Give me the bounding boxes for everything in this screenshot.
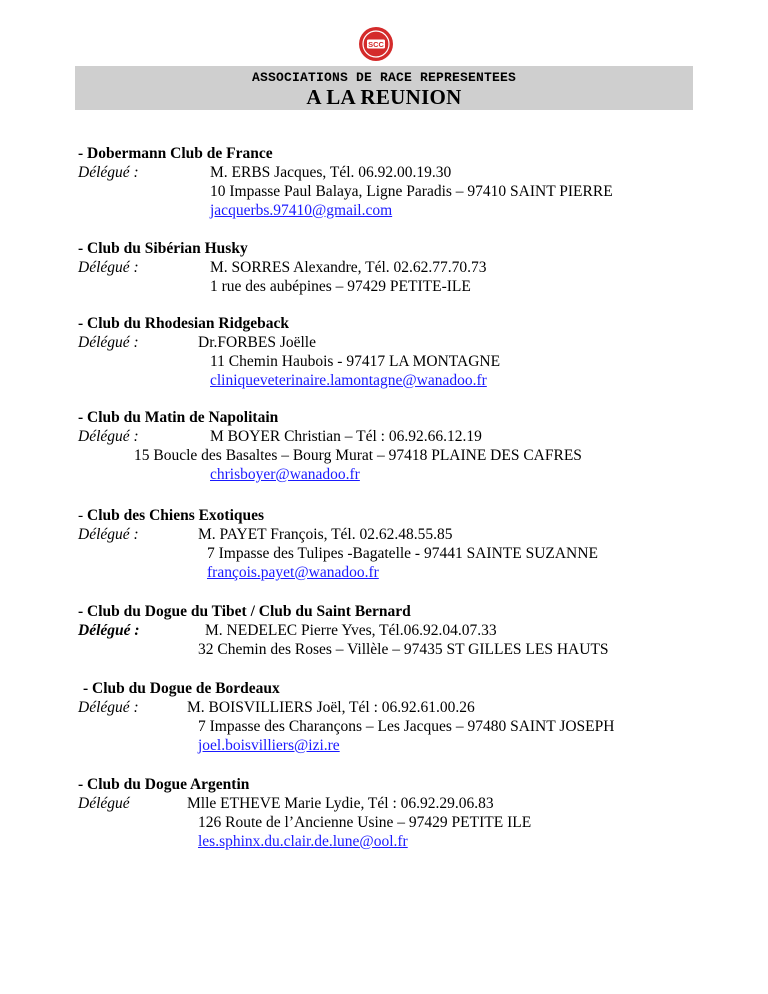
- delegate-name: M BOYER Christian – Tél : 06.92.66.12.19: [210, 428, 482, 445]
- delegate-email-link[interactable]: jacquerbs.97410@gmail.com: [210, 202, 393, 219]
- delegate-email-link[interactable]: françois.payet@wanadoo.fr: [207, 564, 379, 581]
- delegate-name: M. SORRES Alexandre, Tél. 02.62.77.70.73: [210, 259, 487, 276]
- delegate-email-link[interactable]: chrisboyer@wanadoo.fr: [210, 466, 360, 483]
- delegate-label: Délégué :: [78, 164, 139, 181]
- delegate-name: M. PAYET François, Tél. 02.62.48.55.85: [198, 526, 453, 543]
- delegate-address: 1 rue des aubépines – 97429 PETITE-ILE: [210, 278, 471, 295]
- delegate-address: 15 Boucle des Basaltes – Bourg Murat – 97418 PLAINE DES CAFRES: [134, 447, 582, 464]
- delegate-address: 32 Chemin des Roses – Villèle – 97435 ST GILLES LES HAUTS: [198, 641, 609, 658]
- page-title: A LA REUNION: [306, 85, 462, 109]
- delegate-address: 10 Impasse Paul Balaya, Ligne Paradis – 97410 SAINT PIERRE: [210, 183, 613, 200]
- club-seal-icon: [358, 26, 394, 62]
- delegate-name: Dr.FORBES Joëlle: [198, 334, 316, 351]
- delegate-name: M. BOISVILLIERS Joël, Tél : 06.92.61.00.26: [187, 699, 475, 716]
- delegate-label: Délégué :: [78, 334, 139, 351]
- delegate-email-link[interactable]: les.sphinx.du.clair.de.lune@ool.fr: [198, 833, 408, 850]
- delegate-address: 126 Route de l’Ancienne Usine – 97429 PETITE ILE: [198, 814, 532, 831]
- delegate-label: Délégué :: [78, 259, 139, 276]
- club-name: [78, 506, 264, 525]
- delegate-label: Délégué :: [78, 622, 140, 639]
- delegate-label: Délégué :: [78, 699, 139, 716]
- club-dash: -: [78, 507, 88, 524]
- delegate-name: Mlle ETHEVE Marie Lydie, Tél : 06.92.29.06.83: [187, 795, 494, 812]
- delegate-label: Délégué: [78, 795, 130, 812]
- header-subtitle: ASSOCIATIONS DE RACE REPRESENTEES: [251, 70, 517, 85]
- delegate-name: M. NEDELEC Pierre Yves, Tél.06.92.04.07.33: [205, 622, 497, 639]
- club-name: - Club du Sibérian Husky: [78, 240, 248, 257]
- delegate-name: M. ERBS Jacques, Tél. 06.92.00.19.30: [210, 164, 452, 181]
- delegate-address: 11 Chemin Haubois - 97417 LA MONTAGNE: [210, 353, 501, 370]
- delegate-email-link[interactable]: cliniqueveterinaire.lamontagne@wanadoo.fr: [210, 372, 487, 389]
- club-name: - Club du Dogue du Tibet / Club du Saint Bernard: [78, 603, 411, 620]
- logo-text: SCC: [368, 40, 384, 49]
- club-name: - Club du Dogue de Bordeaux: [83, 680, 280, 697]
- header-banner: [75, 66, 693, 110]
- delegate-label: Délégué :: [78, 428, 139, 445]
- club-name: - Club du Rhodesian Ridgeback: [78, 315, 290, 332]
- delegate-email-link[interactable]: joel.boisvilliers@izi.re: [198, 737, 340, 754]
- club-name: - Dobermann Club de France: [78, 145, 273, 162]
- club-name: - Club du Matin de Napolitain: [78, 409, 279, 426]
- delegate-address: 7 Impasse des Tulipes -Bagatelle - 97441 SAINTE SUZANNE: [207, 545, 598, 562]
- club-name-text: Club des Chiens Exotiques: [87, 507, 265, 524]
- club-name: - Club du Dogue Argentin: [78, 776, 250, 793]
- delegate-address: 7 Impasse des Charançons – Les Jacques – 97480 SAINT JOSEPH: [198, 718, 615, 735]
- delegate-label: Délégué :: [78, 526, 139, 543]
